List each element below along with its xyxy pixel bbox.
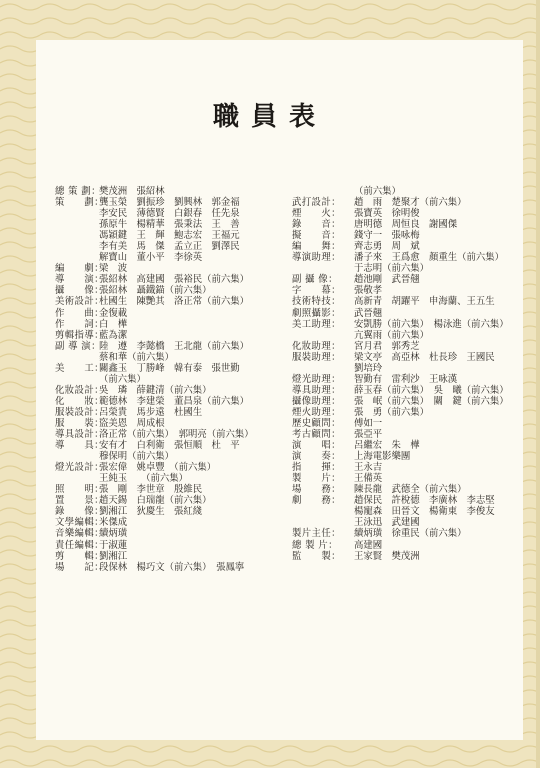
- credit-names: 上海電影樂團: [354, 451, 411, 463]
- credit-role: 服裝助理：: [292, 351, 341, 363]
- credit-row: [292, 473, 509, 484]
- credit-row: [55, 186, 254, 197]
- credit-row: [55, 540, 254, 551]
- credit-role: 字 幕：: [292, 285, 341, 297]
- credit-row: [55, 197, 254, 208]
- credit-row: [55, 396, 254, 407]
- credit-role: 美 工：: [55, 362, 104, 374]
- credit-row: [292, 462, 509, 473]
- credit-names: 吳 璘 薛鍵清（前六集）: [99, 384, 212, 396]
- credit-names: 樊茂洲 張紹林: [99, 186, 165, 197]
- credit-names: 張 岷（前六集） 關 鍵（前六集）: [354, 395, 509, 407]
- credit-role: 服 裝：: [55, 417, 104, 429]
- credit-role: 技術特技：: [292, 296, 341, 308]
- credit-row: [55, 484, 254, 495]
- credit-row: [292, 407, 509, 418]
- credit-role: [55, 451, 99, 462]
- credit-names: 錢守一 張咏梅: [354, 230, 420, 242]
- credit-row: [292, 285, 509, 296]
- credit-names: 劉湘江 狄慶生 張紅綫: [99, 506, 203, 518]
- credit-names: 王永吉: [354, 462, 383, 474]
- credit-role: 考古顧問：: [292, 429, 341, 441]
- credit-row: [292, 230, 509, 241]
- credit-row: [55, 429, 254, 440]
- credit-role: [55, 219, 99, 230]
- credits-right-column: [292, 186, 509, 562]
- credit-role: [292, 263, 354, 274]
- credit-role: 錄 音：: [292, 219, 341, 231]
- credit-row: [292, 208, 509, 219]
- credit-role: 責任編輯：: [55, 539, 104, 551]
- credit-row: [55, 263, 254, 274]
- credit-row: [292, 396, 509, 407]
- credit-role: 監 製：: [292, 550, 341, 562]
- credit-role: 導 具：: [55, 440, 104, 452]
- credit-role: 美工助理：: [292, 318, 341, 330]
- credit-role: 燈光設計：: [55, 462, 104, 474]
- credit-names: 王泳迅 武建國: [354, 517, 420, 529]
- credit-row: [292, 274, 509, 285]
- credit-role: 導具設計：: [55, 429, 104, 441]
- credit-role: 作 曲：: [55, 307, 104, 319]
- credit-role: 副 攝 像：: [292, 274, 338, 286]
- credit-row: [292, 528, 509, 539]
- credit-role: 文學編輯：: [55, 517, 104, 529]
- credit-names: 趙天錫 白瑞龍（前六集）: [99, 495, 212, 507]
- credit-names: 高新青 胡躍平 申海蘭、王五生: [354, 296, 495, 308]
- credit-role: 化 妝：: [55, 395, 104, 407]
- credit-row: [292, 197, 509, 208]
- credit-row: [55, 274, 254, 285]
- credit-role: 服裝設計：: [55, 406, 104, 418]
- credit-role: [55, 352, 99, 363]
- credit-role: [55, 374, 99, 385]
- credit-row: [55, 517, 254, 528]
- page-title: 職員表: [212, 102, 327, 132]
- credit-role: 導演助理：: [292, 252, 341, 264]
- credit-row: [55, 208, 254, 219]
- credit-role: [55, 208, 99, 219]
- credit-row: [55, 473, 254, 484]
- credit-row: [55, 495, 254, 506]
- credit-names: 劉湘江: [99, 550, 128, 562]
- credit-names: 趙保民 許梲德 李廣林 李志堅: [354, 495, 495, 507]
- credit-role: 策 劃：: [55, 197, 104, 209]
- credit-role: [292, 330, 354, 341]
- credit-names: 呂榮貴 馬步遠 杜國生: [99, 406, 203, 418]
- credit-names: 蔡和華（前六集）: [99, 351, 175, 363]
- credit-row: [55, 308, 254, 319]
- credit-row: [292, 374, 509, 385]
- credit-names: 梁文亭 高亞林 杜長珍 王國民: [354, 351, 495, 363]
- credit-row: [55, 551, 254, 562]
- credit-role: 作 詞：: [55, 318, 104, 330]
- credit-names: （前六集）: [99, 373, 146, 385]
- credit-names: 于淑蓮: [99, 539, 128, 551]
- credit-row: [292, 451, 509, 462]
- credit-role: 剪輯指導：: [55, 329, 104, 341]
- credit-names: 孫原牛 楊精華 張秉法 王 善: [99, 219, 240, 231]
- credit-names: 馮穎鍵 王 輝 鮑志宏 王福元: [99, 230, 240, 242]
- credit-role: 指 揮：: [292, 462, 341, 474]
- credit-row: [292, 540, 509, 551]
- credit-row: [55, 462, 254, 473]
- credit-role: 剪 輯：: [55, 550, 104, 562]
- credit-row: [292, 296, 509, 307]
- credit-names: 洛正常（前六集） 郭明亮（前六集）: [99, 429, 254, 441]
- credit-names: 張 勇（前六集）: [354, 406, 430, 418]
- credit-names: 金復載: [99, 307, 128, 319]
- credit-row: [55, 241, 254, 252]
- credit-role: 演 奏：: [292, 451, 341, 463]
- credit-names: 薛玉春（前六集） 吳 曦（前六集）: [354, 384, 509, 396]
- credit-row: [55, 506, 254, 517]
- credit-names: 陸 遵 李懿橋 王北龍（前六集）: [99, 340, 250, 352]
- credit-role: 化妝設計：: [55, 384, 104, 396]
- credit-role: [55, 230, 99, 241]
- credit-row: [55, 330, 254, 341]
- credit-row: [55, 407, 254, 418]
- credit-names: 劉培玲: [354, 362, 383, 374]
- credit-row: [55, 319, 254, 330]
- credit-names: 智勤有 雷利沙 王咏漢: [354, 373, 458, 385]
- credit-names: 安凱勝（前六集） 楊泳進（前六集）: [354, 318, 509, 330]
- credit-role: 劇 務：: [292, 495, 341, 507]
- credit-row: [292, 252, 509, 263]
- credit-row: [292, 186, 509, 197]
- credit-role: [55, 473, 99, 484]
- credit-row: [55, 230, 254, 241]
- credit-names: 齊志勇 周 斌: [354, 241, 420, 253]
- credit-row: [292, 319, 509, 330]
- credit-names: 張 剛 李世章 殷維民: [99, 484, 203, 496]
- credit-role: 導具助理：: [292, 384, 341, 396]
- credit-row: [55, 562, 254, 573]
- credit-row: [292, 241, 509, 252]
- credit-role: 演 唱：: [292, 440, 341, 452]
- credit-names: 唐明德 周恒良 謝國傑: [354, 219, 458, 231]
- credit-role: 製 片：: [292, 473, 341, 485]
- credit-names: 白 樺: [99, 318, 128, 330]
- credit-row: [55, 528, 254, 539]
- credit-names: 張亞平: [354, 429, 383, 441]
- credit-row: [292, 363, 509, 374]
- credit-role: 場 務：: [292, 484, 341, 496]
- credit-names: 龔玉榮 劉振珍 劉興林 郭金福: [99, 197, 240, 209]
- credit-role: 照 明：: [55, 484, 104, 496]
- credit-row: [292, 517, 509, 528]
- credit-names: 穆保明（前六集）: [99, 451, 175, 463]
- credit-row: [292, 506, 509, 517]
- credit-row: [55, 363, 254, 374]
- credit-row: [55, 374, 254, 385]
- credit-names: 李安民 薄德賢 白銀春 任先泉: [99, 208, 240, 220]
- credit-row: [55, 352, 254, 363]
- credit-names: 趙池剛 武晉翹: [354, 274, 420, 286]
- credit-names: 張紹林 聶鐵錨（前六集）: [99, 285, 212, 297]
- credit-role: [55, 241, 99, 252]
- credit-row: [292, 551, 509, 562]
- credit-names: 解寶山 董小平 李徐英: [99, 252, 203, 264]
- credit-names: 亢翼雨（前六集）: [354, 329, 430, 341]
- credit-names: 潘子來 王爲愈 顏重生（前六集）: [354, 252, 505, 264]
- credit-role: 導 演：: [55, 274, 104, 286]
- credit-names: 武晉翹: [354, 307, 383, 319]
- credit-role: 化妝助理：: [292, 340, 341, 352]
- credit-row: [292, 219, 509, 230]
- credit-names: 張寶英 徐明俊: [354, 208, 420, 220]
- credit-role: 音樂編輯：: [55, 528, 104, 540]
- credit-names: （前六集）: [354, 186, 401, 197]
- credit-row: [292, 263, 509, 274]
- credit-names: 王備英: [354, 473, 383, 485]
- credit-row: [292, 440, 509, 451]
- credit-role: 場 記：: [55, 561, 104, 573]
- credit-role: 總 製 片：: [292, 539, 338, 551]
- credit-role: [55, 252, 99, 263]
- credit-role: 擬 音：: [292, 230, 341, 242]
- credit-role: 副 導 演：: [55, 340, 101, 352]
- credit-role: 美術設計：: [55, 296, 104, 308]
- credit-row: [292, 341, 509, 352]
- credit-names: 陳長龍 武德全（前六集）: [354, 484, 467, 496]
- credit-role: 編 劇：: [55, 263, 104, 275]
- credit-role: 錄 像：: [55, 506, 104, 518]
- credit-names: 藍為潔: [99, 329, 128, 341]
- credit-role: 歷史顧問：: [292, 417, 341, 429]
- credit-row: [292, 330, 509, 341]
- credit-names: 呂繼宏 朱 樺: [354, 440, 420, 452]
- credit-role: [292, 363, 354, 374]
- credit-row: [292, 352, 509, 363]
- credit-row: [55, 385, 254, 396]
- credit-names: 續炳璜: [99, 528, 128, 540]
- credit-names: 王家賢 樊茂洲: [354, 550, 420, 562]
- credit-role: 總 策 劃：: [55, 186, 101, 197]
- credit-role: [292, 186, 354, 197]
- credit-names: 米傑成: [99, 517, 128, 529]
- credit-row: [55, 219, 254, 230]
- credit-row: [55, 440, 254, 451]
- credit-role: [292, 506, 354, 517]
- credit-row: [55, 285, 254, 296]
- credit-names: 于志明（前六集）: [354, 263, 430, 275]
- credit-row: [55, 341, 254, 352]
- credit-names: 杜國生 陳艷其 洛正常（前六集）: [99, 296, 250, 308]
- credit-role: 煙 火：: [292, 208, 341, 220]
- credit-role: 武打設計：: [292, 197, 341, 209]
- credits-left-column: [55, 186, 254, 573]
- credit-row: [55, 296, 254, 307]
- credit-row: [292, 308, 509, 319]
- credit-names: 段保林 楊巧文（前六集） 張鳳寧: [99, 561, 245, 573]
- credit-row: [55, 451, 254, 462]
- credit-role: 劇照攝影：: [292, 307, 341, 319]
- credit-row: [292, 484, 509, 495]
- credit-role: 製片主任：: [292, 528, 341, 540]
- credit-names: 楊寵森 田晉文 楊衛東 李俊友: [354, 506, 495, 518]
- credit-names: 範德林 李建榮 董昌泉（前六集）: [99, 395, 250, 407]
- credit-names: 梁 波: [99, 263, 128, 275]
- credit-role: 攝像助理：: [292, 395, 341, 407]
- credit-role: 編 舞：: [292, 241, 341, 253]
- credit-names: 王純玉 （前六集）: [99, 473, 189, 485]
- credit-role: 煙火助理：: [292, 406, 341, 418]
- credit-names: 趙 雨 楚聚才（前六集）: [354, 197, 467, 209]
- credit-names: 張敬孝: [354, 285, 383, 297]
- credit-names: 高建國: [354, 539, 383, 551]
- credit-names: 續炳璜 徐重民（前六集）: [354, 528, 467, 540]
- credit-row: [292, 495, 509, 506]
- credit-row: [292, 385, 509, 396]
- credit-row: [292, 418, 509, 429]
- credit-names: 盜美恩 周成根: [99, 417, 165, 429]
- credit-names: 宮月君 郭秀芝: [354, 340, 420, 352]
- credit-role: 攝 像：: [55, 285, 104, 297]
- credit-role: 置 景：: [55, 495, 104, 507]
- credit-names: 張紹林 高建國 張裕民（前六集）: [99, 274, 250, 286]
- credit-role: 燈光助理：: [292, 373, 341, 385]
- credit-names: 關鑫玉 丁勝峰 韓有泰 張世勤: [99, 362, 240, 374]
- credit-row: [292, 429, 509, 440]
- credit-row: [55, 252, 254, 263]
- credit-names: 傅如一: [354, 417, 383, 429]
- credit-names: 張宏偉 姚卓豐 （前六集）: [99, 462, 217, 474]
- credit-role: [292, 517, 354, 528]
- credit-row: [55, 418, 254, 429]
- credit-names: 李有美 馬 傑 孟立正 劉澤民: [99, 241, 240, 253]
- credit-names: 安有才 白利衛 張恒順 杜 平: [99, 440, 240, 452]
